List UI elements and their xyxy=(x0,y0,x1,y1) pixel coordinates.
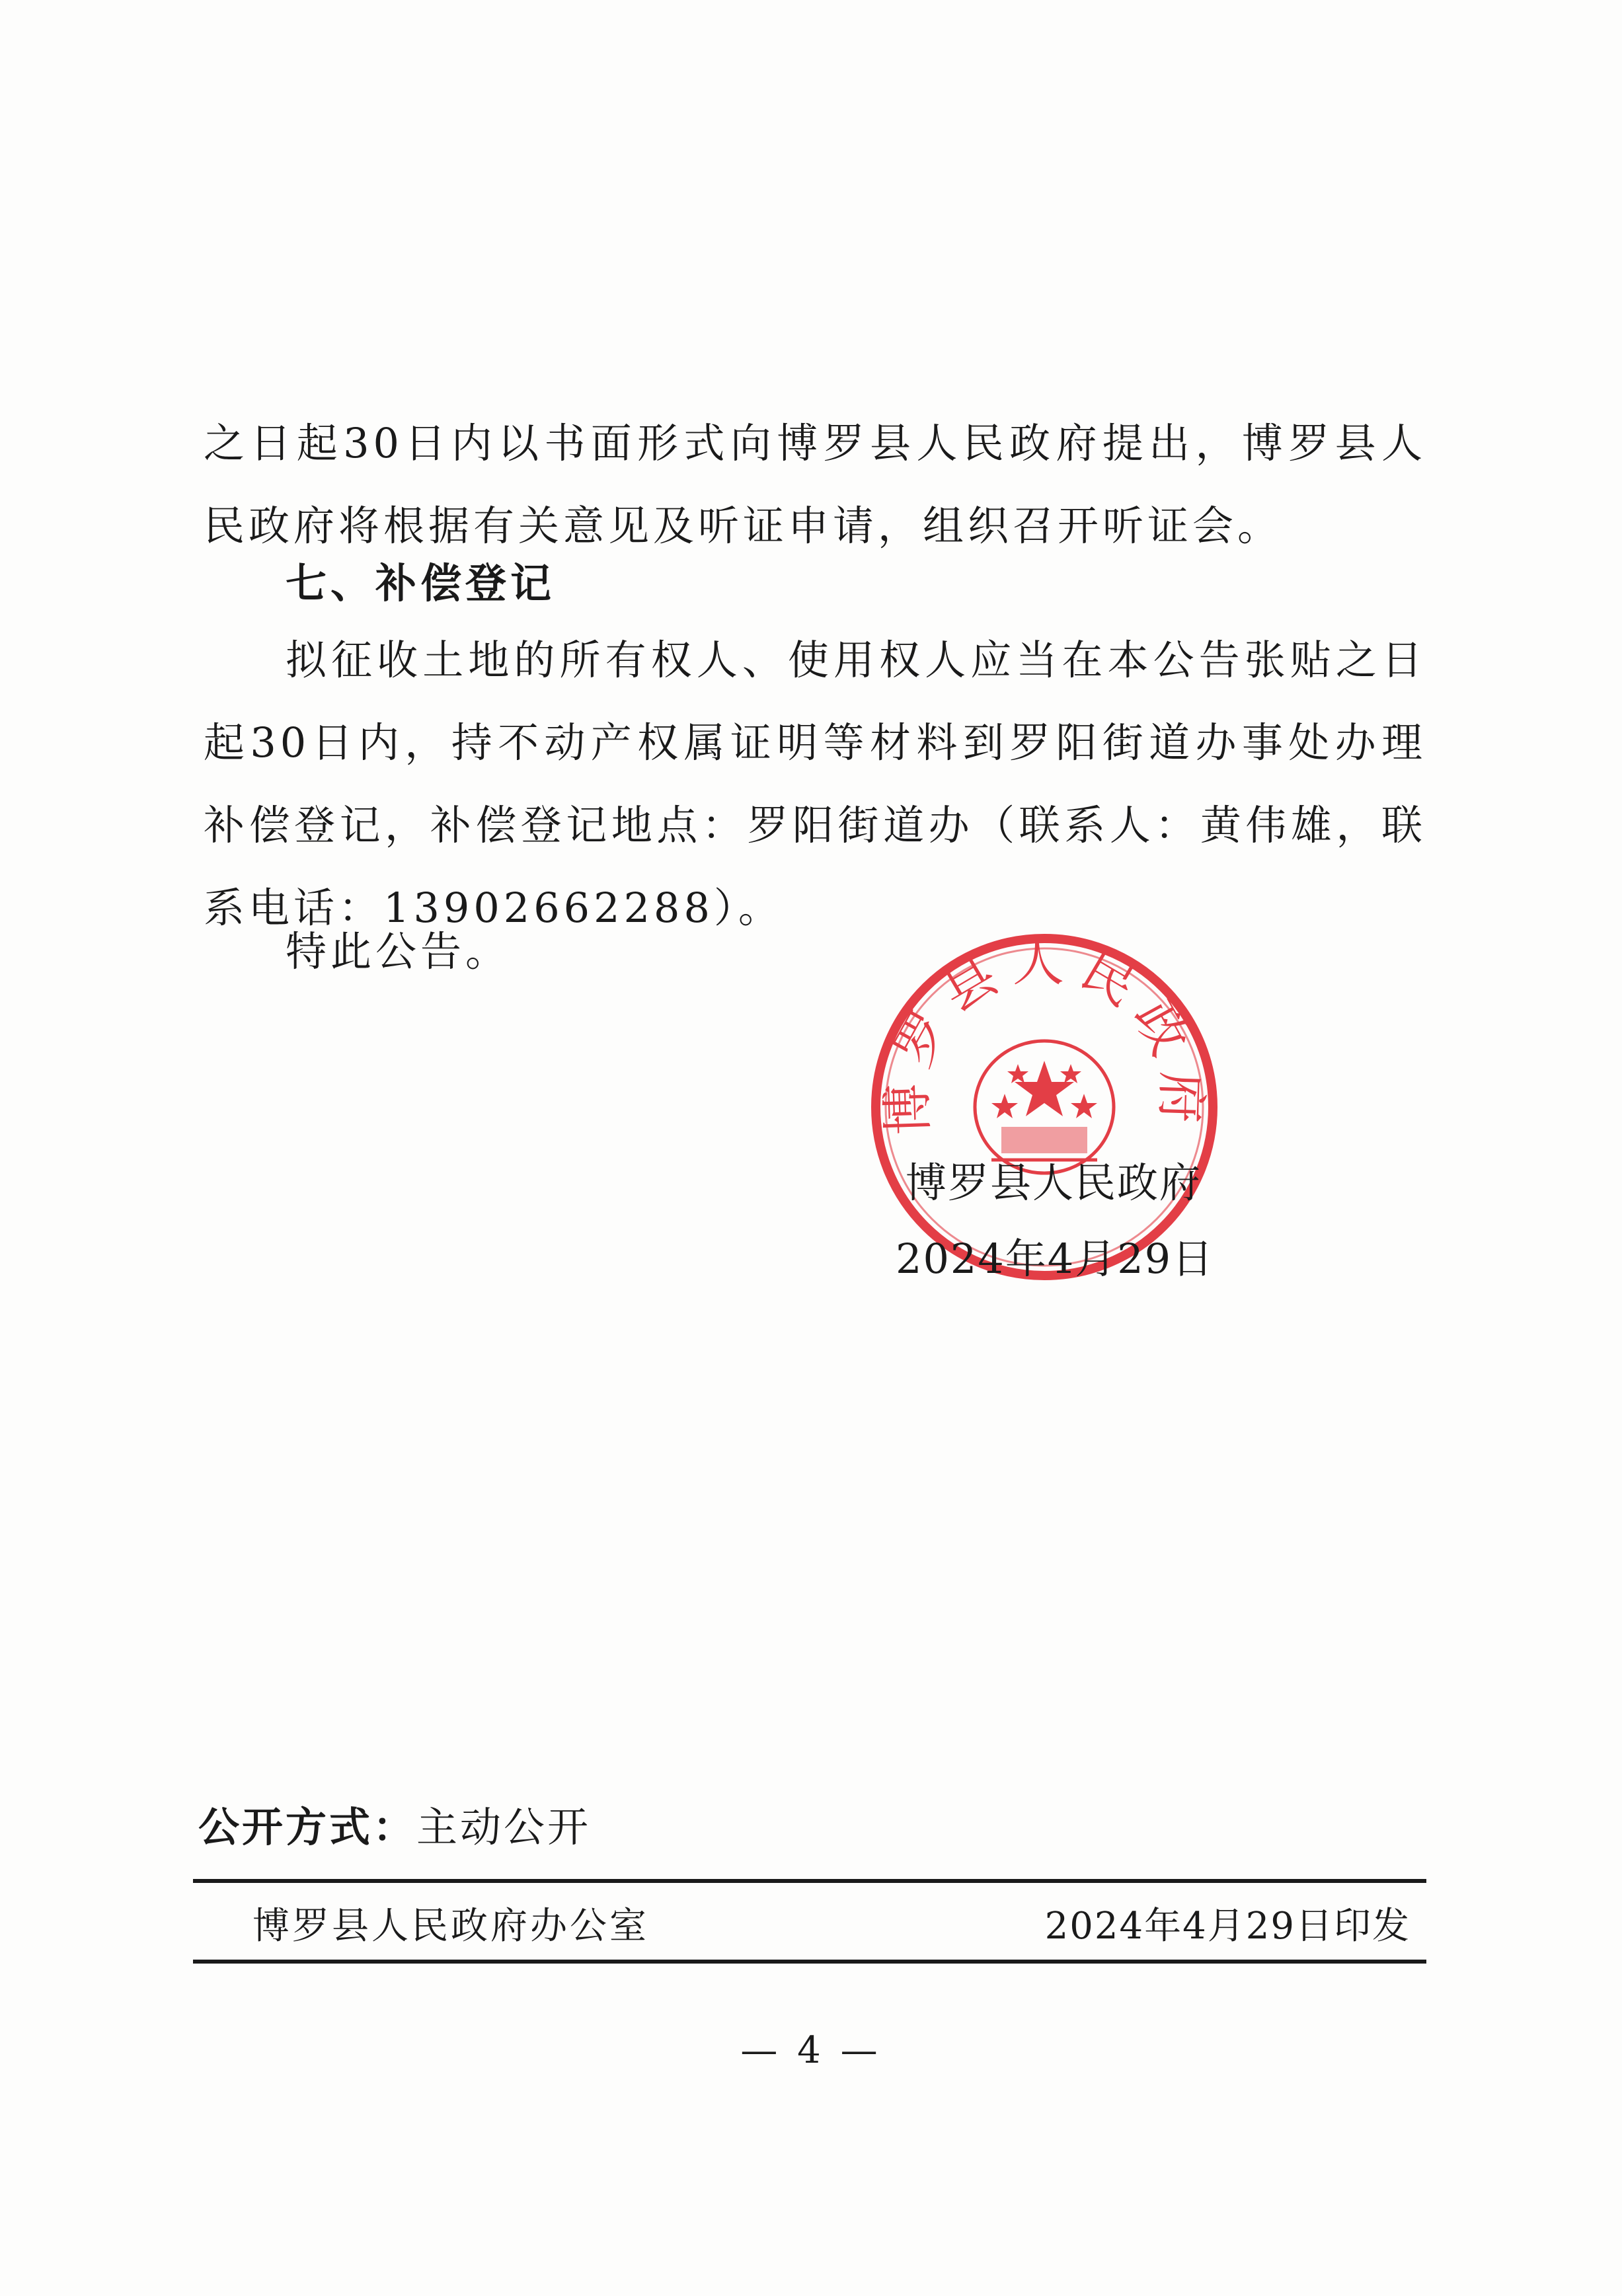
paragraph-continued: 之日起30日内以书面形式向博罗县人民政府提出，博罗县人民政府将根据有关意见及听证申请，组织召开听证会。 xyxy=(204,419,1426,550)
signature-date: 2024年4月29日 xyxy=(896,1235,1215,1283)
issuing-office: 博罗县人民政府办公室 xyxy=(252,1905,649,1948)
page-number: — 4 — xyxy=(740,2029,882,2072)
footer-rule-bottom xyxy=(193,1960,1426,1964)
issue-date: 2024年4月29日印发 xyxy=(1044,1905,1410,1948)
seal-lettering: 博罗县人民政府 xyxy=(877,933,1212,1136)
closing-line: 特此公告。 xyxy=(286,927,511,976)
disclosure-label: 公开方式： xyxy=(198,1803,417,1851)
signature-organization: 博罗县人民政府 xyxy=(906,1159,1202,1207)
disclosure-method xyxy=(198,1794,591,1853)
disclosure-value: 主动公开 xyxy=(416,1803,592,1851)
paragraph-registration: 拟征收土地的所有权人、使用权人应当在本公告张贴之日起30日内，持不动产权属证明等材料到罗阳街道办事处办理补偿登记，补偿登记地点：罗阳街道办（联系人：黄伟雄，联系电话：13902662288）。 xyxy=(204,636,1426,932)
footer-rule-top xyxy=(193,1879,1426,1883)
section-heading-compensation-registration: 七、补偿登记 xyxy=(286,559,556,607)
